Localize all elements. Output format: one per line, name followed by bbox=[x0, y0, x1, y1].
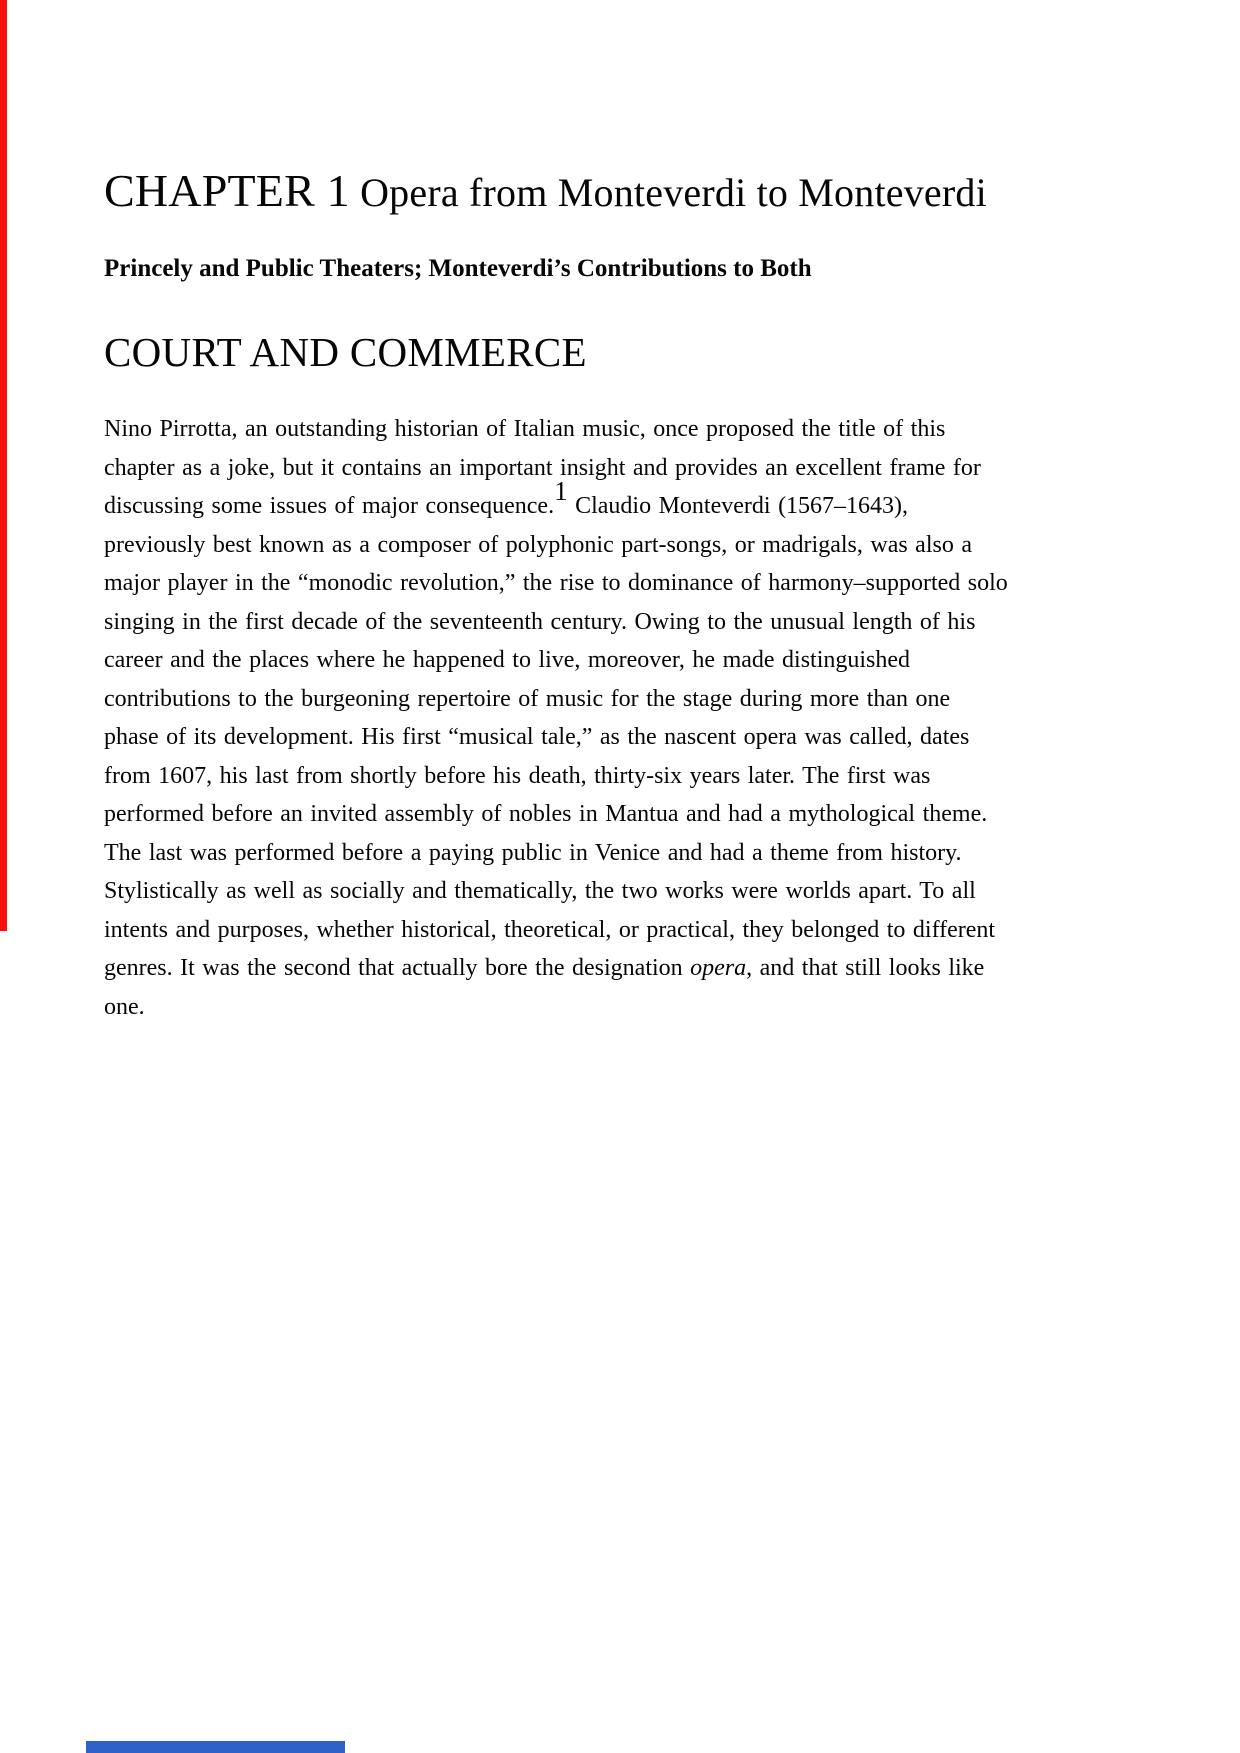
book-page bbox=[104, 0, 1009, 1026]
chapter-number-label: CHAPTER 1 bbox=[104, 165, 350, 216]
paragraph-text-tail: , and that still looks like one. bbox=[104, 955, 985, 1020]
chapter-subtitle: Princely and Public Theaters; Monteverdi’s Contributions to Both bbox=[104, 255, 812, 282]
chapter-heading bbox=[104, 163, 1009, 220]
italic-term-opera: opera bbox=[690, 955, 747, 981]
section-heading: COURT AND COMMERCE bbox=[104, 329, 587, 375]
footnote-reference-1[interactable]: 1 bbox=[554, 476, 568, 506]
progress-indicator-bar bbox=[86, 1741, 345, 1753]
chapter-title: Opera from Monteverdi to Monteverdi bbox=[349, 170, 987, 215]
reading-position-stripe bbox=[0, 0, 7, 931]
body-paragraph bbox=[104, 410, 1009, 1026]
paragraph-text-before-footnote: Nino Pirrotta, an outstanding historian of Italian music, once proposed the title of this chapter as a joke, but it contains an important insight and provides an excellent frame for discussing some issues of major consequence. bbox=[104, 416, 981, 519]
paragraph-text-after-footnote: Claudio Monteverdi (1567–1643), previously best known as a composer of polyphonic part-songs, or madrigals, was also a major player in the “monodic revolution,” the rise to dominance of harmony–supported solo singing in the first decade of the seventeenth century. Owing to the unusual length of his career and the places where he happened to live, moreover, he made distinguished contributions to the burgeoning repertoire of music for the stage during more than one phase of its development. His first “musical tale,” as the nascent opera was called, dates from 1607, his last from shortly before his death, thirty-six years later. The first was performed before an invited assembly of nobles in Mantua and had a mythological theme. The last was performed before a paying public in Venice and had a theme from history. Stylistically as well as socially and thematically, the two works were worlds apart. To all intents and purposes, whether historical, theoretical, or practical, they belonged to different genres. It was the second that actually bore the designation bbox=[104, 493, 1008, 981]
